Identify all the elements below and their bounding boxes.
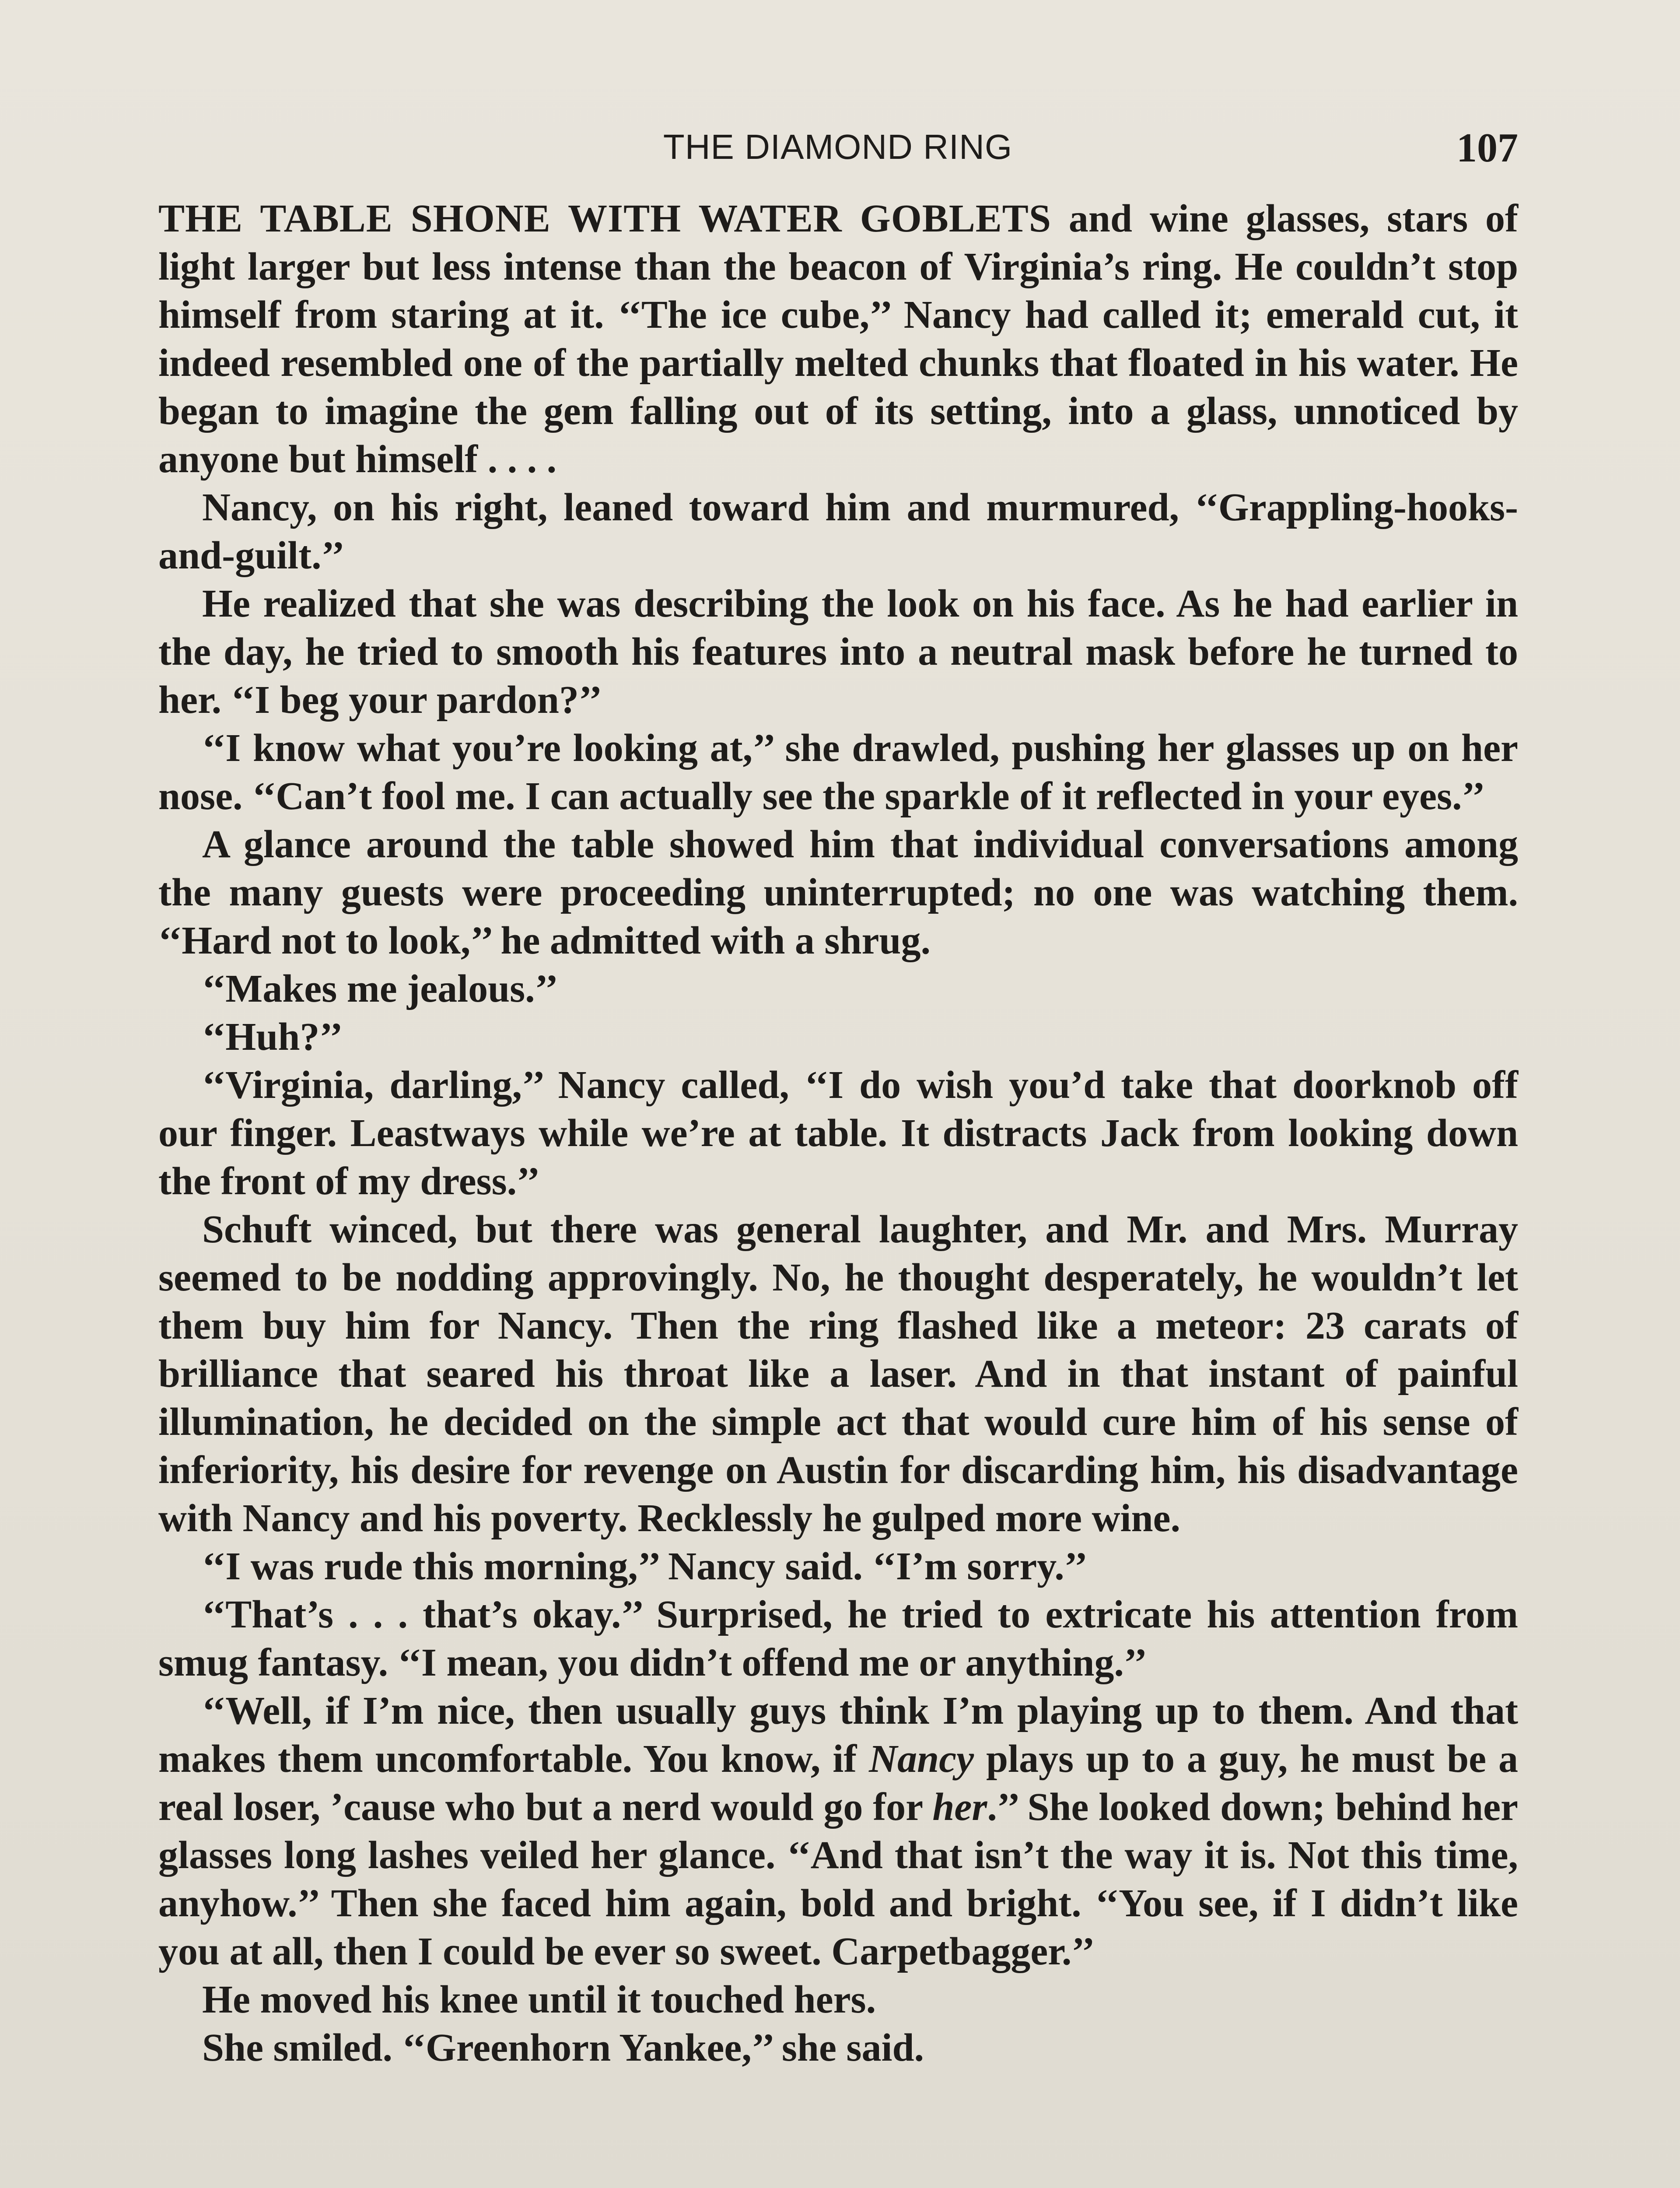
- paragraph-8: ‘‘Virginia, darling,’’ Nancy called, ‘‘I do wish you’d take that doorknob off our finger. Leastways while we’re at table. It distracts Jack from looking down the front of my dress.’’: [158, 1063, 1518, 1203]
- paragraph-12-part-c: .’’ She looked down; behind her glasses long lashes veiled her glance. ‘‘And that isn’t the way it is. Not this time, anyhow.’’ Then she faced him again, bold and bright. ‘‘You see, if I didn’t like you at all, then I could be ever so sweet. Carpetbagger.’’: [158, 1785, 1518, 1973]
- paragraph-7: ‘‘Huh?’’: [202, 1015, 343, 1059]
- running-head: THE DIAMOND RING: [663, 127, 1013, 166]
- emphasis-her: her: [932, 1785, 987, 1829]
- body-text: [158, 195, 1518, 2072]
- paragraph-13: He moved his knee until it touched hers.: [202, 1978, 876, 2021]
- page-number: 107: [1456, 125, 1518, 171]
- paragraph-11: ‘‘That’s . . . that’s okay.’’ Surprised, he tried to extricate his attention from smug fantasy. ‘‘I mean, you didn’t offend me or anything.’’: [158, 1593, 1518, 1684]
- paragraph-4: ‘‘I know what you’re looking at,’’ she drawled, pushing her glasses up on her nose. ‘‘Can’t fool me. I can actually see the sparkle of it reflected in your eyes.’’: [158, 726, 1518, 818]
- paragraph-12: [158, 1687, 1518, 1976]
- paragraph-6: ‘‘Makes me jealous.’’: [202, 967, 558, 1010]
- emphasis-nancy: Nancy: [869, 1737, 974, 1781]
- paragraph-12-part-b: plays up to a guy, he must be a real loser, ’cause who but a nerd would go for: [158, 1737, 1518, 1829]
- paragraph-3: He realized that she was describing the look on his face. As he had earlier in the day, he tried to smooth his features into a neutral mask before he turned to her. ‘‘I beg your pardon?’’: [158, 582, 1518, 722]
- paragraph-1: [158, 195, 1518, 484]
- lead-in-caps: THE TABLE SHONE WITH WATER GOBLETS: [158, 197, 1051, 240]
- paragraph-10: ‘‘I was rude this morning,’’ Nancy said. ‘‘I’m sorry.’’: [202, 1545, 1088, 1588]
- page-header: [158, 127, 1518, 179]
- paragraph-9: Schuft winced, but there was general laughter, and Mr. and Mrs. Murray seemed to be nodding approvingly. No, he thought desperately, he wouldn’t let them buy him for Nancy. Then the ring flashed like a meteor: 23 carats of brilliance that seared his throat like a laser. And in that instant of painful illumination, he decided on the simple act that would cure him of his sense of inferiority, his desire for revenge on Austin for discarding him, his disadvantage with Nancy and his poverty. Recklessly he gulped more wine.: [158, 1208, 1518, 1540]
- paragraph-5: A glance around the table showed him that individual conversations among the many guests were proceeding uninterrupted; no one was watching them. ‘‘Hard not to look,’’ he admitted with a shrug.: [158, 823, 1518, 962]
- paragraph-14: She smiled. ‘‘Greenhorn Yankee,’’ she said.: [202, 2026, 924, 2069]
- paragraph-2: Nancy, on his right, leaned toward him and murmured, ‘‘Grappling-hooks-and-guilt.’’: [158, 486, 1518, 577]
- paragraph-12-part-a: ‘‘Well, if I’m nice, then usually guys think I’m playing up to them. And that makes them uncomfortable. You know, if: [158, 1689, 1518, 1781]
- paragraph-1-text: and wine glasses, stars of light larger but less intense than the beacon of Virginia’s ring. He couldn’t stop himself from staring at it. ‘‘The ice cube,’’ Nancy had called it; emerald cut, it indeed resembled one of the partially melted chunks that floated in his water. He began to imagine the gem falling out of its setting, into a glass, unnoticed by anyone but himself . . . .: [158, 197, 1518, 481]
